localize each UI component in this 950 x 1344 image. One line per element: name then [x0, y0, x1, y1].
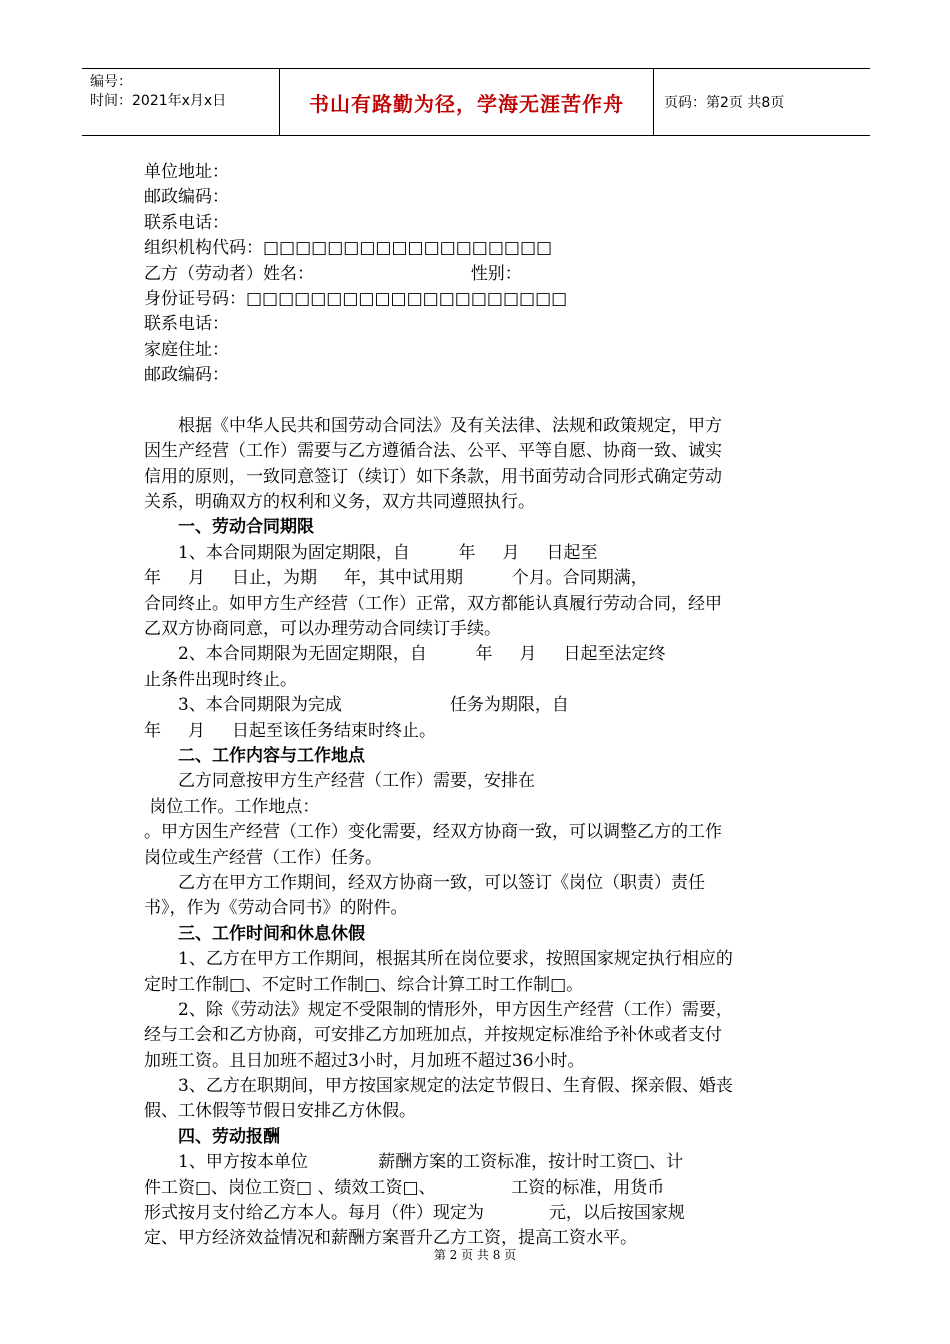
page-header: [82, 68, 870, 136]
text-line: 信用的原则，一致同意签订（续订）如下条款，用书面劳动合同形式确定劳动: [144, 466, 722, 487]
text-line: 1、甲方按本单位 薪酬方案的工资标准，按计时工资□、计: [178, 1152, 684, 1173]
document-body: [144, 160, 806, 1252]
text-line: 乙双方协商同意，可以办理劳动合同续订手续。: [144, 619, 501, 640]
text-line: 假、工休假等节假日安排乙方休假。: [144, 1101, 416, 1122]
text-line: 邮政编码：: [144, 365, 229, 386]
text-line: 身份证号码：□□□□□□□□□□□□□□□□□□□□: [144, 288, 568, 309]
header-motto: 书山有路勤为径，学海无涯苦作舟: [280, 69, 654, 135]
text-line: 联系电话：: [144, 314, 229, 335]
text-line: 邮政编码：: [144, 187, 229, 208]
text-line: 定时工作制□、不定时工作制□、综合计算工时工作制□。: [144, 974, 584, 995]
text-line: 2、本合同期限为无固定期限，自 年 月 日起至法定终: [178, 644, 666, 665]
text-line: 。甲方因生产经营（工作）变化需要，经双方协商一致，可以调整乙方的工作: [144, 822, 722, 843]
number-label: 编号：: [90, 74, 132, 90]
text-line: 书》，作为《劳动合同书》的附件。: [144, 898, 408, 919]
section-heading: 一、劳动合同期限: [178, 517, 314, 538]
text-line: 家庭住址：: [144, 339, 229, 360]
header-meta: [82, 69, 280, 135]
text-line: 件工资□、岗位工资□ 、绩效工资□、 工资的标准，用货币: [144, 1177, 665, 1198]
text-line: 3、乙方在职期间，甲方按国家规定的法定节假日、生育假、探亲假、婚丧: [178, 1076, 733, 1097]
text-line: 定、甲方经济效益情况和薪酬方案晋升乙方工资，提高工资水平。: [144, 1228, 637, 1249]
blank-line: [144, 389, 806, 414]
text-line: 加班工资。且日加班不超过3小时，月加班不超过36小时。: [144, 1050, 585, 1071]
text-line: 经与工会和乙方协商，可安排乙方加班加点，并按规定标准给予补休或者支付: [144, 1025, 722, 1046]
text-line: 止条件出现时终止。: [144, 669, 297, 690]
text-line: 关系，明确双方的权利和义务，双方共同遵照执行。: [144, 492, 535, 513]
text-line: 合同终止。如甲方生产经营（工作）正常，双方都能认真履行劳动合同，经甲: [144, 593, 722, 614]
page-footer: 第 2 页 共 8 页: [433, 1248, 517, 1262]
text-line: 1、乙方在甲方工作期间，根据其所在岗位要求，按照国家规定执行相应的: [178, 949, 733, 970]
text-line: 年 月 日起至该任务结束时终止。: [144, 720, 437, 741]
text-line: 乙方在甲方工作期间，经双方协商一致，可以签订《岗位（职责）责任: [178, 872, 705, 893]
text-line: 乙方同意按甲方生产经营（工作）需要，安排在: [178, 771, 535, 792]
text-line: 单位地址：: [144, 162, 229, 182]
section-heading: 四、劳动报酬: [178, 1126, 280, 1147]
text-line: 2、除《劳动法》规定不受限制的情形外，甲方因生产经营（工作）需要，: [178, 999, 733, 1020]
text-line: 因生产经营（工作）需要与乙方遵循合法、公平、平等自愿、协商一致、诚实: [144, 441, 722, 462]
text-line: 形式按月支付给乙方本人。每月（件）现定为 元，以后按国家规: [144, 1203, 685, 1224]
text-line: 组织机构代码：□□□□□□□□□□□□□□□□□□: [144, 238, 553, 259]
text-line: 岗位工作。工作地点：: [144, 796, 320, 817]
time-label: 时间：2021年x月x日: [90, 93, 227, 109]
text-line: 岗位或生产经营（工作）任务。: [144, 847, 382, 868]
text-line: 1、本合同期限为固定期限，自 年 月 日起至: [178, 542, 598, 563]
section-heading: 二、工作内容与工作地点: [178, 745, 365, 766]
section-heading: 三、工作时间和休息休假: [178, 923, 365, 944]
text-line: 年 月 日止，为期 年，其中试用期 个月。合同期满，: [144, 568, 648, 589]
text-line: 根据《中华人民共和国劳动合同法》及有关法律、法规和政策规定，甲方: [178, 415, 722, 436]
text-line: 联系电话：: [144, 212, 229, 233]
text-line: 3、本合同期限为完成 任务为期限，自: [178, 695, 569, 716]
text-line: 乙方（劳动者）姓名： 性别：: [144, 263, 522, 284]
header-page-number: 页码：第2页 共8页: [664, 95, 785, 111]
